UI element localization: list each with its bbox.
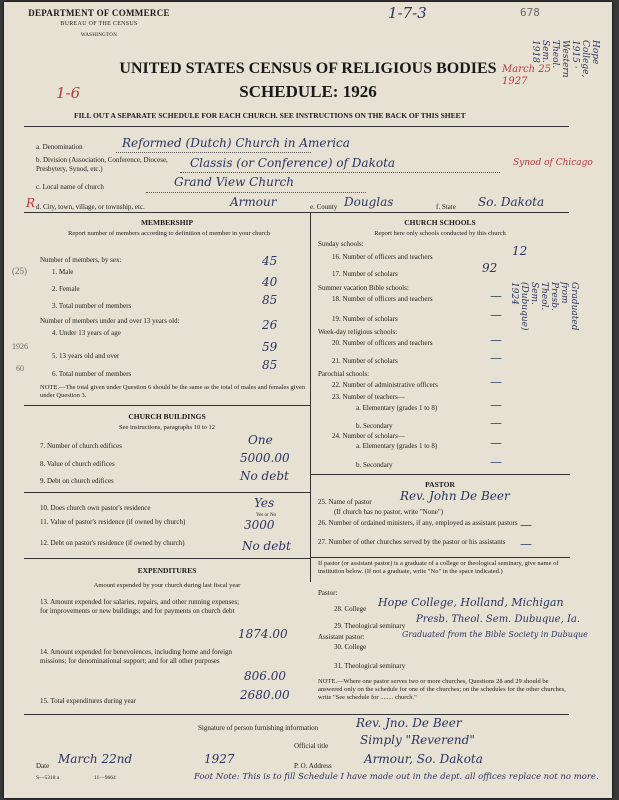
q5-value[interactable]: 59 (262, 340, 278, 354)
form-code: S—5318 a (36, 775, 60, 781)
q23a-label: a. Elementary (grades 1 to 8) (356, 404, 438, 412)
margin-note-bottom: Graduated from Presb. Theol. Sem. (Dubuque) 1924 (509, 282, 579, 331)
date-label: Date (36, 762, 50, 770)
schools-intro: Report here only schools conducted by this church (374, 230, 506, 237)
age-label: Number of members under and over 13 years old: (40, 317, 180, 325)
date-value[interactable]: March 22nd (58, 752, 133, 766)
buildings-subdivider (24, 492, 310, 493)
schools-divider (310, 474, 570, 475)
q31-label: 31. Theological seminary (334, 662, 406, 670)
q13-value[interactable]: 1874.00 (238, 627, 288, 641)
q27-label: 27. Number of other churches served by the pastor or his assistants (318, 538, 506, 546)
division-value[interactable]: Classis (or Conference) of Dakota (190, 156, 396, 170)
q21-value[interactable]: — (490, 351, 502, 365)
q20-value[interactable]: — (490, 333, 502, 347)
corner-date: March 25 1927 (502, 64, 551, 87)
q23b-label: b. Secondary (356, 422, 393, 430)
q10-label: 10. Does church own pastor's residence (40, 504, 151, 512)
official-title-value[interactable]: Simply "Reverend" (360, 733, 475, 747)
city-label: d. City, town, village, or township, etc. (36, 203, 145, 211)
sunday-label: Sunday schools: (318, 240, 364, 248)
footnote: Foot Note: This is to fill Schedule I have made out in the dept. all offices replace not no more. (194, 772, 599, 782)
weekday-label: Week-day religious schools: (318, 328, 398, 336)
q23-label: 23. Number of teachers— (332, 393, 405, 401)
census-schedule-page (4, 2, 612, 798)
summer-label: Summer vacation Bible schools: (318, 284, 409, 292)
q28-value[interactable]: Hope College, Holland, Michigan (378, 596, 564, 609)
q10-value[interactable]: Yes (254, 496, 275, 510)
q28-label: 28. College (334, 605, 367, 613)
q24b-value[interactable]: — (490, 455, 502, 469)
q26-value[interactable]: — (520, 518, 532, 532)
q23a-value[interactable]: — (490, 398, 502, 412)
division-line (180, 172, 500, 173)
q12-label: 12. Debt on pastor's residence (if owned by church) (40, 539, 185, 547)
department-name: DEPARTMENT OF COMMERCE (28, 8, 170, 18)
division-extra: Synod of Chicago (513, 158, 593, 168)
signature-label: Signature of person furnishing information (198, 724, 319, 732)
county-value[interactable]: Douglas (344, 195, 394, 209)
denomination-value[interactable]: Reformed (Dutch) Church in America (122, 136, 350, 150)
form-title: UNITED STATES CENSUS OF RELIGIOUS BODIES (119, 60, 497, 77)
q11-label: 11. Value of pastor's residence (if owned by church) (40, 518, 186, 526)
q24-label: 24. Number of scholars— (332, 432, 405, 440)
q17-label: 17. Number of scholars (332, 270, 398, 278)
stamp-number: 678 (520, 6, 540, 19)
signature-value[interactable]: Rev. Jno. De Beer (356, 716, 462, 730)
membership-intro: Report number of members according to definition of member in your church (68, 230, 270, 237)
year-value: 1927 (204, 752, 235, 766)
parochial-label: Parochial schools: (318, 370, 370, 378)
q24a-label: a. Elementary (grades 1 to 8) (356, 442, 438, 450)
q1-value[interactable]: 45 (262, 254, 278, 268)
q22-label: 22. Number of administrative officers (332, 381, 438, 389)
q8-value[interactable]: 5000.00 (240, 451, 290, 465)
state-value[interactable]: So. Dakota (478, 195, 545, 209)
membership-heading: MEMBERSHIP (140, 218, 194, 227)
q20-label: 20. Number of officers and teachers (332, 339, 433, 347)
q7-label: 7. Number of church edifices (40, 442, 122, 450)
left-mark: 1-6 (56, 84, 81, 102)
top-code: 1-7-3 (388, 4, 427, 22)
ident-divider (24, 212, 569, 213)
q13-label: 13. Amount expended for salaries, repairs, and other running expenses; for improvements or new buildings; and for payments on church debt (40, 598, 240, 615)
bureau-name: BUREAU OF THE CENSUS (60, 21, 138, 27)
q15-value[interactable]: 2680.00 (240, 688, 290, 702)
footer-divider (24, 714, 569, 715)
q18-label: 18. Number of officers and teachers (332, 295, 433, 303)
buildings-intro: See instructions, paragraphs 10 to 12 (118, 424, 216, 431)
buildings-divider (24, 558, 310, 559)
q9-label: 9. Debt on church edifices (40, 477, 114, 485)
pastor-heading: PASTOR (425, 480, 455, 489)
q27-value[interactable]: — (520, 537, 532, 551)
pastor-subdivider (310, 557, 570, 558)
denomination-label: a. Denomination (36, 143, 83, 151)
q7-value[interactable]: One (248, 433, 273, 447)
q3-value[interactable]: 85 (262, 293, 278, 307)
q8-label: 8. Value of church edifices (40, 460, 115, 468)
r-mark: R (26, 196, 36, 210)
q11-value[interactable]: 3000 (244, 518, 275, 532)
q6-value[interactable]: 85 (262, 358, 278, 372)
q1-label: 1. Male (52, 268, 74, 276)
q21-label: 21. Number of scholars (332, 357, 398, 365)
q24a-value[interactable]: — (490, 436, 502, 450)
membership-divider (24, 405, 310, 406)
assistant-label: Assistant pastor: (318, 633, 365, 641)
state-label: f. State (436, 203, 456, 211)
membership-note: NOTE.—The total given under Question 6 should be the same as the total of males and females given under Question 3. (40, 384, 305, 399)
margin-note-top: Hope College, 1915 · Western Theol. Sem. 1918 (530, 40, 600, 78)
q24b-label: b. Secondary (356, 461, 393, 469)
column-divider (310, 212, 311, 582)
q29-label: 29. Theological seminary (334, 622, 406, 630)
local-name-label: c. Local name of church (36, 183, 104, 191)
denomination-line (116, 152, 311, 153)
q23b-value[interactable]: — (490, 416, 502, 430)
expenditures-heading: EXPENDITURES (137, 566, 197, 575)
margin-mark-a: (25) (12, 266, 27, 276)
graduate-note: If pastor (or assistant pastor) is a graduate of a college or theological seminary, give name of institution below. (If not a graduate, write "No" in the space indicated.) (318, 560, 559, 575)
q29-value[interactable]: Presb. Theol. Sem. Dubuque, Ia. (416, 614, 581, 625)
division-label: b. Division (Association, Conference, Diocese, Presbytery, Synod, etc.) (36, 156, 168, 173)
q16-label: 16. Number of officers and teachers (332, 253, 433, 261)
schools-heading: CHURCH SCHOOLS (404, 218, 476, 227)
po-address-label: P. O. Address (294, 762, 332, 770)
q19-label: 19. Number of scholars (332, 315, 398, 323)
q4-value[interactable]: 26 (262, 318, 278, 332)
expenditures-intro: Amount expended by your church during last fiscal year (93, 582, 241, 589)
pastor-note: NOTE.—Where one pastor serves two or more churches, Questions 28 and 29 should be answered only on the schedule for one of the churches; on the schedules for the other churches, write "See schedule for ........ church." (318, 678, 566, 701)
q25-hint: (If church has no pastor, write "None") (334, 508, 444, 516)
q12-value[interactable]: No debt (242, 539, 291, 553)
department-block (24, 8, 174, 41)
local-name-value[interactable]: Grand View Church (174, 175, 295, 189)
q16-value[interactable]: 12 (512, 244, 528, 258)
header-divider (24, 126, 569, 127)
sex-label: Number of members, by sex: (40, 256, 122, 264)
q15-label: 15. Total expenditures during year (40, 697, 136, 705)
form-code-2: 11—9664 (94, 775, 116, 781)
q2-value[interactable]: 40 (262, 275, 278, 289)
form-instruction: FILL OUT A SEPARATE SCHEDULE FOR EACH CHURCH. SEE INSTRUCTIONS ON THE BACK OF THIS SHEET (74, 111, 466, 120)
city-value[interactable]: Armour (230, 195, 277, 209)
q30-label: 30. College (334, 643, 367, 651)
q26-label: 26. Number of ordained ministers, if any, employed as assistant pastors (318, 519, 518, 527)
q25-value[interactable]: Rev. John De Beer (400, 489, 510, 503)
assistant-note: Graduated from the Bible Society in Dubuque (402, 630, 588, 639)
official-title-label: Official title (294, 742, 329, 750)
q19-value[interactable]: — (490, 308, 502, 322)
q5-label: 5. 13 years old and over (52, 352, 120, 360)
q14-value[interactable]: 806.00 (244, 669, 286, 683)
q6-label: 6. Total number of members (52, 370, 132, 378)
po-address-value[interactable]: Armour, So. Dakota (364, 752, 483, 766)
q14-label: 14. Amount expended for benevolences, including home and foreign missions; for denominational support; and for all other purposes (40, 648, 233, 665)
bureau-location: WASHINGTON (80, 33, 118, 38)
margin-mark-b: 1926 (12, 342, 28, 351)
q25-label: 25. Name of pastor (318, 498, 372, 506)
q4-label: 4. Under 13 years of age (52, 329, 121, 337)
form-subtitle: SCHEDULE: 1926 (239, 82, 377, 101)
buildings-heading: CHURCH BUILDINGS (128, 412, 206, 421)
county-label: e. County (310, 203, 338, 211)
q2-label: 2. Female (52, 285, 80, 293)
q3-label: 3. Total number of members (52, 302, 132, 310)
margin-mark-c: 60 (16, 364, 24, 373)
q9-value[interactable]: No debt (240, 469, 289, 483)
pastor-label: Pastor: (318, 589, 338, 597)
q10-hint: Yes or No (256, 513, 277, 518)
local-name-line (146, 192, 366, 193)
q18-value[interactable]: — (490, 289, 502, 303)
q22-value[interactable]: — (490, 375, 502, 389)
q17-value[interactable]: 92 (482, 261, 498, 275)
